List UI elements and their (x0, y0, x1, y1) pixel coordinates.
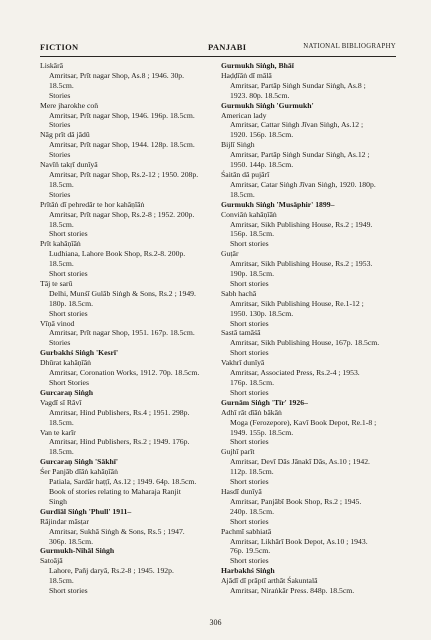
book-title: Nāg prīt dā jādū (40, 130, 90, 140)
note-line: 1950. 130p. 18.5cm. (230, 308, 294, 318)
imprint-line: Amritsar, Sikh Publishing House, 167p. 18.5cm. (230, 338, 380, 348)
left-column (40, 61, 216, 596)
note-line: 18.5cm. (49, 219, 74, 229)
note-line: 112p. 18.5cm. (230, 467, 274, 477)
author-heading: Gurmukh Siṅgh 'Gurmukh' (221, 100, 314, 110)
note-line: 18.5cm. (49, 576, 74, 586)
book-title: Tāj te sarū (40, 278, 73, 288)
note-line: Stories (49, 150, 71, 160)
book-title: Ajādī dī prāptī arthāt Śakuntalā (221, 576, 318, 586)
note-line: 180p. 18.5cm. (49, 298, 93, 308)
right-column (221, 61, 397, 596)
imprint-line: Amritsar, Partāp Siṅgh Sundar Siṅgh, As.12 ; (230, 150, 370, 160)
book-title: Hasdī dunīyā (221, 486, 262, 496)
note-line: Short Stories (49, 378, 89, 387)
imprint-line: Amritsar, Prīt nagar Shop, As.8 ; 1946. 30p. (49, 70, 185, 80)
section-title: FICTION (40, 42, 79, 52)
author-heading: Gurdīāl Siṅgh 'Phull' 1911– (40, 506, 132, 516)
note-line: 18.5cm. (49, 417, 74, 427)
imprint-line: Amritsar, Sikh Publishing House, Re.1-12 ; (230, 298, 364, 308)
note-line: 1950. 144p. 18.5cm. (230, 160, 294, 170)
note-line: 1920. 156p. 18.5cm. (230, 130, 294, 140)
note-line: 76p. 19.5cm. (230, 546, 271, 556)
imprint-line: Amritsar, Prīt nagar Shop, 1946. 196p. 18.5cm. (49, 110, 195, 120)
book-title: Vakhrī dunīyā (221, 358, 265, 368)
author-heading: Gurcaraṇ Siṅgh 'Sākhī' (40, 457, 119, 467)
note-line: 176p. 18.5cm. (230, 378, 274, 387)
author-heading: Gurcaraṇ Siṅgh (40, 387, 94, 397)
book-title: Vīṇā vinod (40, 318, 75, 328)
book-title: Pachmī sabhiatā (221, 526, 272, 536)
page-header (40, 42, 396, 54)
language-title: PANJABI (208, 42, 247, 52)
imprint-line: Amritsar, Prīt nagar Shop, Rs.2-12 ; 1950. 208p. (49, 169, 199, 179)
book-title: Dhūrat kahāṇīāṅ (40, 358, 92, 368)
author-heading: Harbakhś Siṅgh (221, 566, 275, 576)
book-title: Van te karīr (40, 427, 76, 437)
note-line: 18.5cm. (49, 259, 74, 269)
note-line: Stories (49, 120, 71, 130)
book-title: Śaitān dā pujārī (221, 169, 270, 179)
imprint-line: Amritsar, Partāp Siṅgh Sundar Siṅgh, As.8 ; (230, 80, 366, 90)
imprint-line: Amritsar, Niraṅkār Press. 848p. 18.5cm. (230, 586, 355, 596)
note-line: Short stories (230, 516, 269, 526)
imprint-line: Amritsar, Sikh Publishing House, Rs.2 ; 1949. (230, 219, 373, 229)
imprint-line: Amritsar, Prīt nagar Shop, 1951. 167p. 18.5cm. (49, 328, 195, 338)
imprint-line: Moga (Ferozepore), Kavī Book Depot, Re.1-8 ; (230, 417, 377, 427)
book-title: Haḍḍīāṅ dī mālā (221, 70, 272, 80)
note-line: Short stories (49, 308, 88, 318)
note-line: 190p. 18.5cm. (230, 269, 274, 279)
author-heading: Gurmukh Siṅgh, Bhāī (221, 61, 294, 70)
imprint-line: Amritsar, Devī Dās Jānakī Dās, As.10 ; 1942. (230, 457, 370, 467)
book-title: Satoājā (40, 556, 63, 566)
author-heading: Gurmukh Siṅgh 'Musāphir' 1899– (221, 199, 335, 209)
note-line: 240p. 18.5cm. (230, 506, 274, 516)
note-line: 1949. 155p. 18.5cm. (230, 427, 294, 437)
note-line: Short stories (49, 269, 88, 279)
imprint-line: Amritsar, Prīt nagar Shop, Rs.2-8 ; 1952. 200p. (49, 209, 195, 219)
book-title: Sastā tamāśā (221, 328, 261, 338)
book-title: Bijlī Siṅgh (221, 140, 255, 150)
book-title: Rājindar māsṭar (40, 516, 89, 526)
imprint-line: Amritsar, Associated Press, Rs.2-4 ; 1953. (230, 368, 360, 378)
note-line: Short stories (230, 477, 269, 487)
note-line: Short stories (230, 278, 269, 288)
publication-title: NATIONAL BIBLIOGRAPHY (303, 43, 396, 50)
imprint-line: Lahore, Pañj daryā, Rs.2-8 ; 1945. 192p. (49, 566, 174, 576)
note-line: Short stories (230, 556, 269, 566)
book-title: Navīn̄ takṛī dunīyā (40, 160, 98, 170)
book-title: Prītāṅ dī pehredār te hor kahāṇīāṅ (40, 199, 145, 209)
note-line: Short stories (49, 229, 88, 239)
note-line: Short stories (230, 387, 269, 397)
book-title: Liskārā (40, 61, 64, 70)
note-line: 18.5cm. (230, 189, 255, 199)
imprint-line: Amritsar, Prīt nagar Shop, 1944. 128p. 18.5cm. (49, 140, 195, 150)
imprint-line: Amritsar, Cattar Siṅgh Jīvan Siṅgh, As.12 ; (230, 120, 364, 130)
note-line: Singh (49, 496, 67, 506)
note-line: Stories (49, 90, 71, 100)
imprint-line: Amritsar, Sikh Publishing House, Rs.2 ; 1953. (230, 259, 373, 269)
note-line: 306p. 18.5cm. (49, 536, 93, 546)
book-title: American lady (221, 110, 267, 120)
imprint-line: Amritsar, Catar Siṅgh Jīvan Siṅgh, 1920. 180p. (230, 179, 376, 189)
book-title: Sabh hachā (221, 288, 257, 298)
note-line: Stories (49, 338, 71, 348)
author-heading: Gurnām Siṅgh 'Tīr' 1926– (221, 397, 308, 407)
book-title: Conviāṅ kahāṇīāṅ (221, 209, 277, 219)
book-title: Guṭār (221, 249, 239, 259)
imprint-line: Ludhiana, Lahore Book Shop, Rs.2-8. 200p. (49, 249, 186, 259)
note-line: 18.5cm. (49, 179, 74, 189)
imprint-line: Delhi, Munśī Gulāb Siṅgh & Sons, Rs.2 ; 1949. (49, 288, 196, 298)
book-title: Adhī rāt dīāṅ bākāṅ (221, 407, 282, 417)
imprint-line: Patiala, Sardār haṭṭī, As.12 ; 1949. 64p. 18.5cm. (49, 477, 197, 487)
book-title: Śer Panjāb dīāṅ kahāṇīāṅ (40, 467, 118, 477)
note-line: Short stories (230, 348, 269, 358)
book-title: Mere jharokhe con̄ (40, 100, 99, 110)
note-line: Stories (49, 189, 71, 199)
note-line: Short stories (230, 318, 269, 328)
book-title: Gujhī parīt (221, 447, 255, 457)
author-heading: Gurmukh-Nihāl Siṅgh (40, 546, 115, 556)
note-line: Short stories (230, 437, 269, 447)
author-heading: Gurbakhś Siṅgh 'Kesrī' (40, 348, 119, 358)
note-line: 18.5cm. (49, 80, 74, 90)
header-rule (40, 56, 396, 57)
imprint-line: Amritsar, Hind Publishers, Rs.2 ; 1949. 176p. (49, 437, 190, 447)
note-line: 18.5cm. (49, 447, 74, 457)
note-line: Book of stories relating to Maharaja Ranjit (49, 486, 181, 496)
note-line: 156p. 18.5cm. (230, 229, 274, 239)
note-line: Short stories (230, 239, 269, 249)
note-line: Short stories (49, 586, 88, 596)
page-number: 306 (209, 618, 222, 627)
imprint-line: Amritsar, Panjābī Book Shop, Rs.2 ; 1945. (230, 496, 362, 506)
book-title: Vagdī sī Rāvī (40, 397, 82, 407)
imprint-line: Amritsar, Sukhā Siṅgh & Sons, Rs.5 ; 1947. (49, 526, 185, 536)
imprint-line: Amritsar, Likhārī Book Depot, As.10 ; 1943. (230, 536, 368, 546)
note-line: 1923. 80p. 18.5cm. (230, 90, 290, 100)
imprint-line: Amritsar, Hind Publishers, Rs.4 ; 1951. 298p. (49, 407, 190, 417)
imprint-line: Amritsar, Coronation Works, 1912. 70p. 18.5cm. (49, 368, 200, 378)
book-title: Prīt kahāṇīāṅ (40, 239, 81, 249)
